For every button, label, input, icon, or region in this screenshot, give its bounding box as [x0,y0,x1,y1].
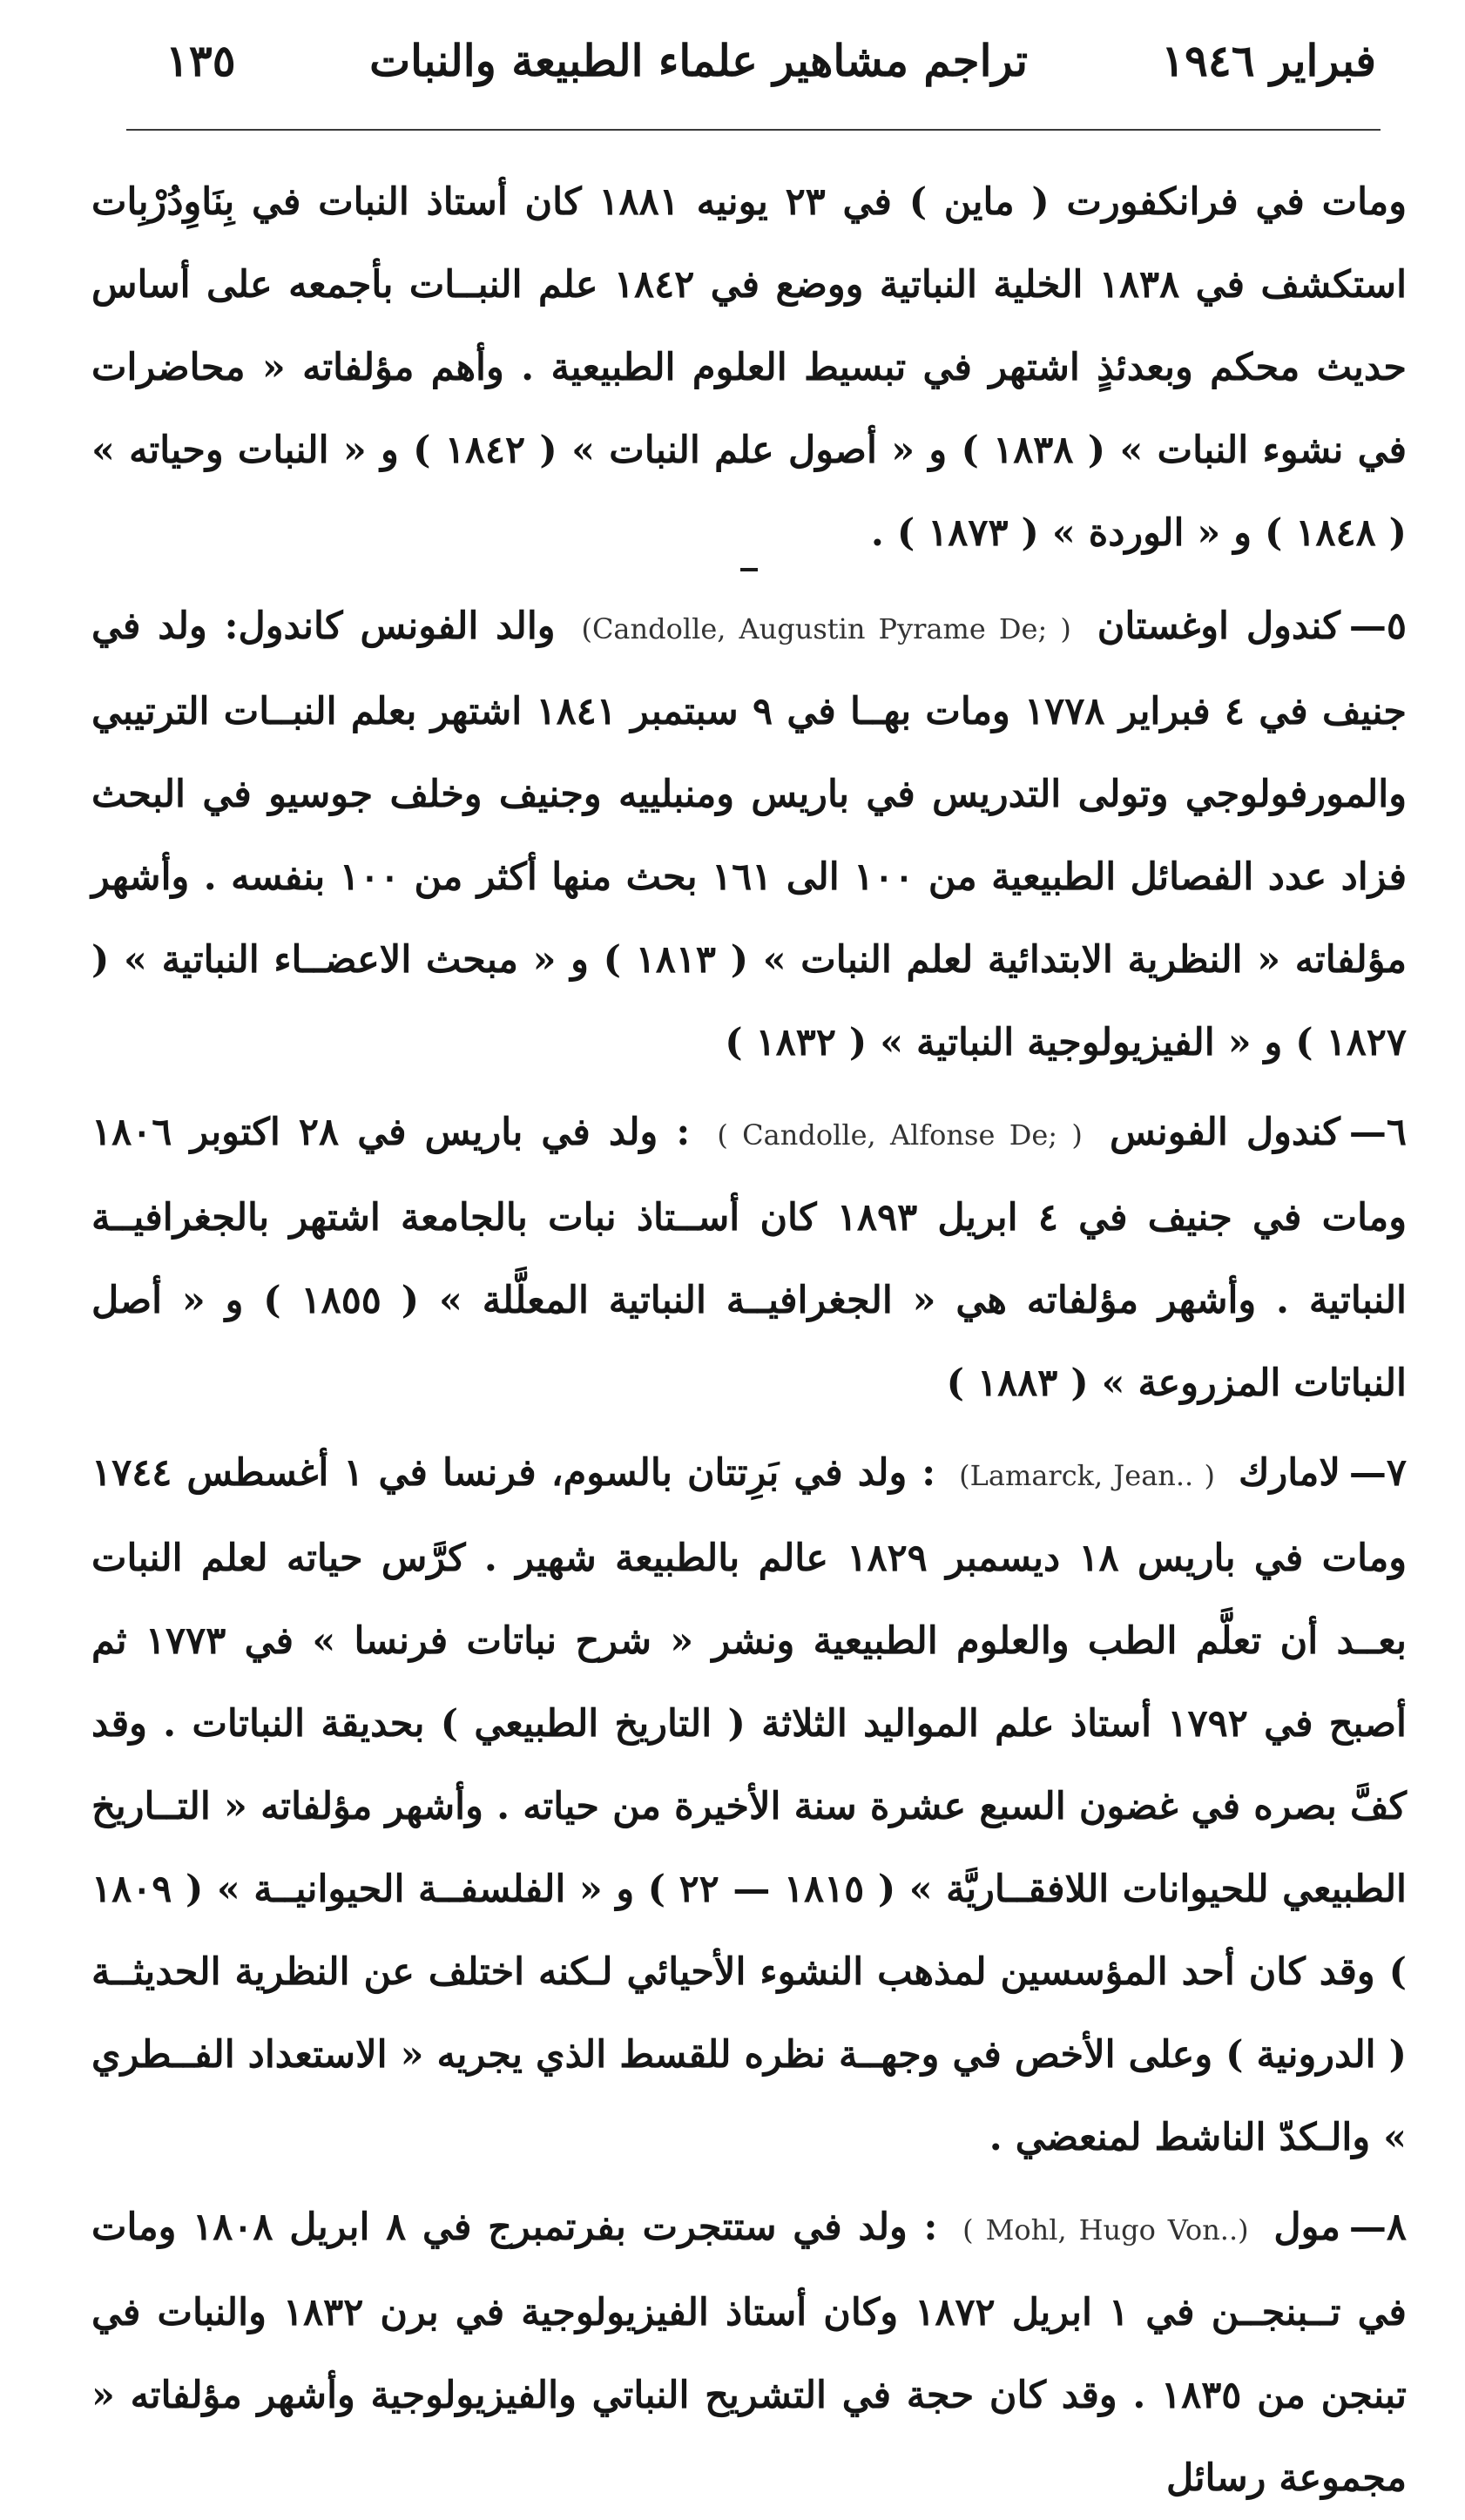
section-mark [740,568,758,571]
header-title: تراجم مشاهير علماء الطبيعة والنبات [369,35,1028,86]
entry-candolle-alfonse [91,1091,1407,1425]
main-text [91,161,1407,2520]
intro-paragraph: ومات في فرانكفورت ( ماين ) في ٢٣ يونيه ١٨٨١ كان أستاذ النبات في بِنَاوِدُرْبِات استكشف في ١٨٣٨ الخلية النباتية ووضع في ١٨٤٢ علم النبــات بأجمعه على أساس حديث محكم وبعدئذٍ اشتهر في تبسيط العلوم الطبيعية . وأهم مؤلفاته « محاضرات في نشوء النبات » ( ١٨٣٨ ) و « أصول علم النبات » ( ١٨٤٢ ) و « النبات وحياته » ( ١٨٤٨ ) و « الوردة » ( ١٨٧٣ ) . [91,180,1408,555]
entry-text: : ولد في ستتجرت بفرتمبرج في ٨ ابريل ١٨٠٨ ومات في تــبنجــن في ١ ابريل ١٨٧٢ وكان أستاذ الفيزيولوجية في برن ١٨٣٢ والنبات في تبنجن من ١٨٣٥ . وقد كان حجة في التشريح النباتي والفيزيولوجية وأشهر مؤلفاته « مجموعة رسائل [91,2206,1407,2500]
entry-text: والد الفونس كاندول: ولد في جنيف في ٤ فبراير ١٧٧٨ ومات بهــا في ٩ سبتمبر ١٨٤١ اشتهر بعلم النبــات الترتيبي والمورفولوجي وتولى التدريس في باريس ومنبلييه وجنيف وخلف جوسيو في البحث فزاد عدد الفصائل الطبيعية من ١٠٠ الى ١٦١ بحث منها أكثر من ١٠٠ بنفسه . وأشهر مؤلفاته « النظرية الابتدائية لعلم النبات » ( ١٨١٣ ) و « مبحث الاعضــاء النباتية » ( ١٨٢٧ ) و « الفيزيولوجية النباتية » ( ١٨٣٢ ) [91,605,1408,1064]
entry-lamarck [91,1432,1407,2179]
entry-dash: — [1348,1111,1387,1154]
entry-number: ٦ [1386,1111,1407,1154]
entry-text: : ولد في باريس في ٢٨ اكتوبر ١٨٠٦ ومات في جنيف في ٤ ابريل ١٨٩٣ كان أســتاذ نبات بالجامعة اشتهر بالجغرافيــة النباتية . وأشهر مؤلفاته هي « الجغرافيــة النباتية المعلَّلة » ( ١٨٥٥ ) و « أصل النباتات المزروعة » ( ١٨٨٣ ) [91,1111,1408,1405]
header-divider [126,129,1381,131]
entry-dash: — [1348,2206,1387,2249]
page-number: ١٣٥ [165,35,236,86]
entry-dash: — [1348,1451,1387,1495]
entry-latin-name: (Candolle, Augustin Pyrame De; ) [581,612,1071,645]
entry-name: مول [1273,2206,1340,2249]
entry-number: ٥ [1386,605,1407,648]
entry-name: لامارك [1239,1451,1340,1495]
header-date: فبراير ١٩٤٦ [1161,35,1376,86]
running-head [157,35,1376,105]
entry-number: ٨ [1386,2206,1407,2249]
entry-latin-name: ( Candolle, Alfonse De; ) [717,1118,1083,1152]
entry-name: كندول الفونس [1109,1111,1340,1154]
entry-dash: — [1348,605,1387,648]
entry-latin-name: (Lamarck, Jean.. ) [959,1459,1215,1492]
entry-number: ٧ [1386,1451,1407,1495]
entry-candolle-augustin [91,585,1407,1084]
entry-latin-name: ( Mohl, Hugo Von..) [962,2213,1249,2246]
entry-text: : ولد في بَرِتتان بالسوم، فرنسا في ١ أغسطس ١٧٤٤ ومات في باريس ١٨ ديسمبر ١٨٢٩ عالم بالطبيعة شهير . كرَّس حياته لعلم النبات بعــد أن تعلَّم الطب والعلوم الطبيعية ونشر « شرح نباتات فرنسا » في ١٧٧٣ ثم أصبح في ١٧٩٢ أستاذ علم المواليد الثلاثة ( التاريخ الطبيعي ) بحديقة النباتات . وقد كفَّ بصره في غضون السبع عشرة سنة الأخيرة من حياته . وأشهر مؤلفاته « التــاريخ الطبيعي للحيوانات اللافقــاريَّة » ( ١٨١٥ — ٢٢ ) و « الفلسفــة الحيوانيــة » ( ١٨٠٩ ) وقد كان أحد المؤسسين لمذهب النشوء الأحيائي لـكنه اختلف عن النظرية الحديثــة ( الدرونية ) وعلى الأخص في وجهــة نظره للقسط الذي يجريه « الاستعداد الفــطري » والـكدّ الناشط لمنعضي . [91,1451,1407,2159]
entry-mohl [91,2186,1407,2520]
entry-name: كندول اوغستان [1097,605,1340,648]
